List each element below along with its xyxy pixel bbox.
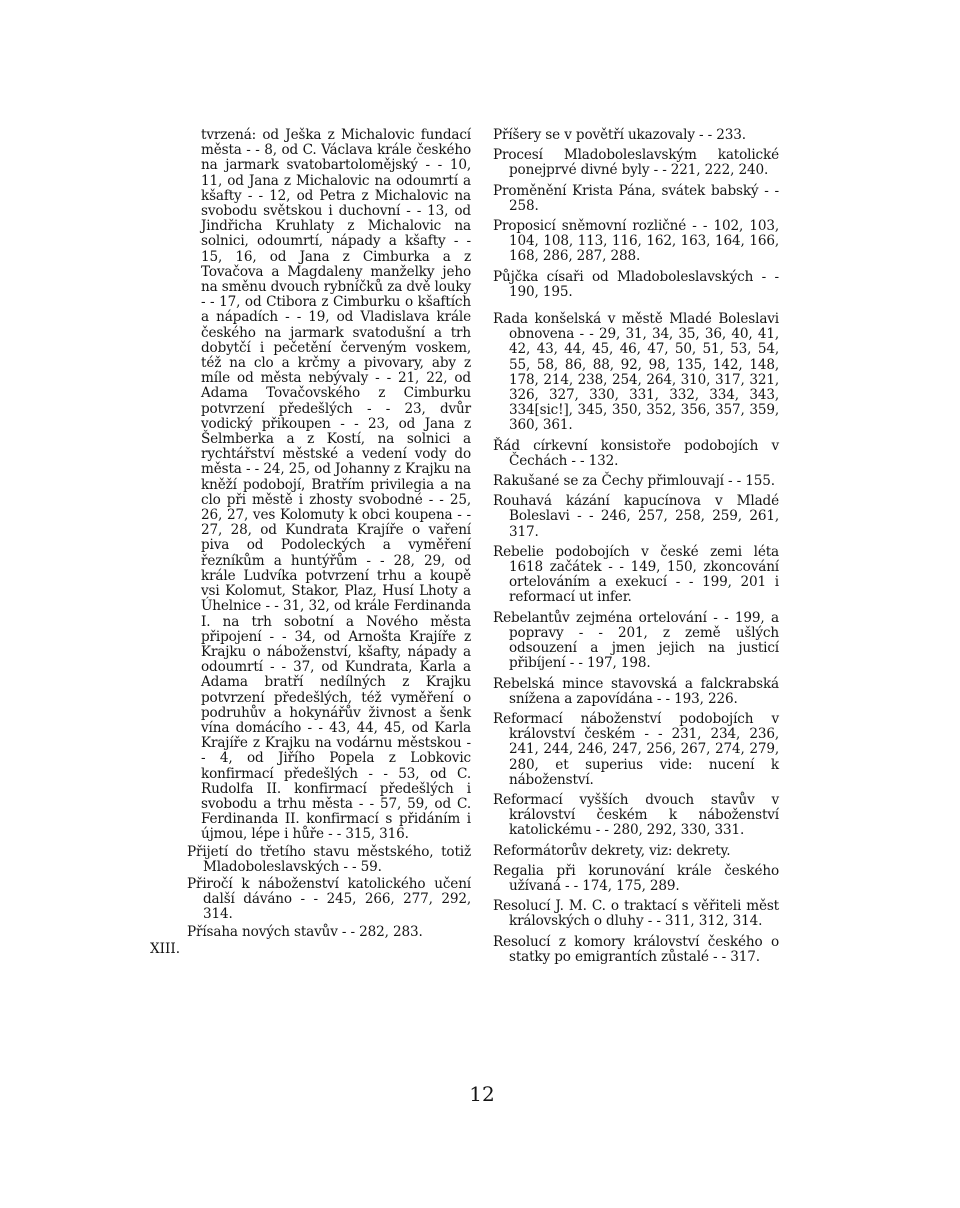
index-entry: Procesí Mladoboleslavským katolické ponejprvé divné byly - - 221, 222, 240. — [493, 147, 779, 179]
index-entry: Půjčka císaři od Mladoboleslavských - - 190, 195. — [493, 268, 779, 300]
index-entry: Rebelantův zejména ortelování - - 199, a popravy - - 201, z země ušlých odsouzení a jmen jejich na justicí přibíjení - - 197, 198. — [493, 609, 779, 672]
index-entry: Příšery se v povětří ukazovaly - - 233. — [493, 127, 746, 143]
index-entry: Rada konšelská v městě Mladé Boleslavi obnovena - - 29, 31, 34, 35, 36, 40, 41, 42, 43, 44, 45, 46, 47, 50, 51, 53, 54, 55, 58, 86, 88, 92, 98, 135, 142, 148, 178, 214, 238, 254, 264, 310, 317, 321, 326, 327, 330, 331, 332, 334, 343, 334[sic!], 345, 350, 352, 356, 357, 359, 360, 361. — [493, 311, 779, 434]
index-entry: Reformátorův dekrety, viz: dekrety. — [493, 842, 731, 859]
index-entry: Přiročí k náboženství katolického učení další dáváno - - 245, 266, 277, 292, 314. — [187, 875, 471, 923]
index-entry: Resolucí J. M. C. o traktací s věřiteli měst královských o dluhy - - 311, 312, 314. — [493, 898, 779, 930]
right-column — [493, 128, 779, 970]
index-entry: Rouhavá kázání kapucínova v Mladé Boleslavi - - 246, 257, 258, 259, 261, 317. — [493, 493, 779, 540]
index-entry: Regalia při korunování krále českého užívaná - - 174, 175, 289. — [493, 862, 779, 894]
section-number: XIII. — [150, 941, 181, 957]
index-entry: Proposicí sněmovní rozličné - - 102, 103, 104, 108, 113, 116, 162, 163, 164, 166, 168, 286, 287, 288. — [493, 218, 779, 265]
index-entry: Reformací vyšších dvouch stavův v království českém k náboženství katolickému - - 280, 292, 330, 331. — [493, 791, 779, 839]
left-column — [187, 127, 471, 942]
index-entry: Reformací náboženství podobojích v království českém - - 231, 234, 236, 241, 244, 246, 247, 256, 267, 274, 279, 280, et superius vide: nucení k náboženství. — [493, 710, 779, 788]
page-number: 12 — [469, 1082, 495, 1106]
index-entry: Proměnění Krista Pána, svátek babský - - 258. — [493, 182, 779, 214]
index-entry-continuation: tvrzená: od Ješka z Michalovic fundací města - - 8, od C. Václava krále českého na jarmark svatobartolomějský - - 10, 11, od Jana z Michalovic na odoumrtí a kšafty - - 12, od Petra z Michalovic na svobodu světskou i duchovní - - 13, od Jindřicha Kruhlaty z Michalovic na solnici, odoumrtí, nápady a kšafty - - 15, 16, od Jana z Cimburka a z Tovačova a Magdaleny manželky jeho na směnu dvouch rybníčků za dvě louky - - 17, od Ctibora z Cimburku o kšaftích a nápadích - - 19, od Vladislava krále českého na jarmark svatodušní a trh dobytčí i pečetění červeným voskem, též na clo a krčmy a pivovary, aby z míle od města nebývaly - - 21, 22, od Adama Tovačovského z Cimburku potvrzení předešlých - - 23, dvůr vodický přikoupen - - 23, od Jana z Šelmberka a z Kostí, na solnici a rychtářství městské a vedení vody do města - - 24, 25, od Johanny z Krajku na kněží podobojí, Bratřím privilegia a na clo při městě i zhosty svobodné - - 25, 26, 27, ves Kolomuty k obci koupena - - 27, 28, od Kundrata Krajíře o vaření piva od Podoleckých a vyměření řezníkům a huntýřům - - 28, 29, od krále Ludvíka potvrzení trhu a koupě vsi Kolomut, Stakor, Plaz, Husí Lhoty a Úhelnice - - 31, 32, od krále Ferdinanda I. na trh sobotní a Nového města připojení - - 34, od Arnošta Krajíře z Krajku o náboženství, kšafty, nápady a odoumrtí - - 37, od Kundrata, Karla a Adama bratří nedílných z Krajku potvrzení předešlých, též vyměření o podruhův a hokynářův živnost a šenk vína domácího - - 43, 44, 45, od Karla Krajíře z Krajku na vodárnu městskou - - 4, od Jiřího Popela z Lobkovic konfirmací předešlých - - 53, od C. Rudolfa II. konfirmací předešlých i svobodu a trhu města - - 57, 59, od C. Ferdinanda II. konfirmací s přidáním i újmou, lépe i hůře - - 315, 316. — [201, 127, 471, 843]
index-entry: Řád církevní konsistoře podobojích v Čechách - - 132. — [493, 437, 779, 469]
index-entry: Přijetí do třetího stavu městského, totiž Mladoboleslavských - - 59. — [187, 843, 471, 875]
index-entry: Rebelie podobojích v české zemi léta 1618 začátek - - 149, 150, zkoncování ortelováním a exekucí - - 199, 201 i reformací ut infer. — [493, 543, 779, 606]
index-entry: Rakušané se za Čechy přimlouvají - - 155. — [493, 473, 775, 490]
index-entry: Přísaha nových stavův - - 282, 283. — [187, 923, 423, 940]
index-entry: Resolucí z komory království českého o statky po emigrantích zůstalé - - 317. — [493, 933, 779, 965]
index-entry: Rebelská mince stavovská a falckrabská snížena a zapovídána - - 193, 226. — [493, 675, 779, 707]
section-xiii-entries — [187, 845, 471, 940]
